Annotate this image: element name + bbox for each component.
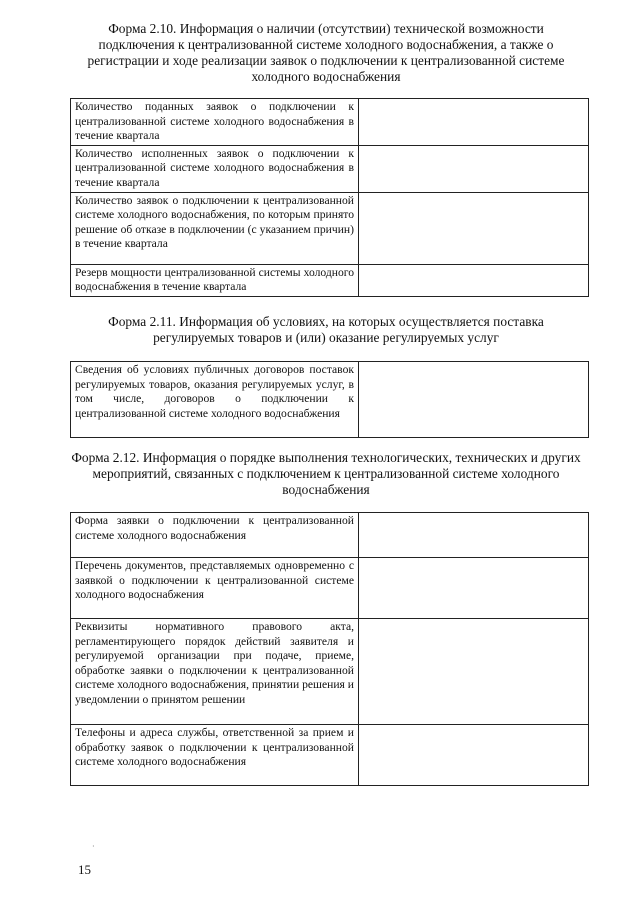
form-2-10-table <box>70 98 589 297</box>
row-value-cell[interactable] <box>359 725 589 786</box>
row-label: Резерв мощности централизованной системы холодного водоснабжения в течение квартала <box>71 264 359 296</box>
row-value-cell[interactable] <box>359 558 589 619</box>
table-row <box>71 619 589 725</box>
scan-speck-icon: · <box>92 842 95 851</box>
row-value-cell[interactable] <box>359 513 589 558</box>
row-label: Количество заявок о подключении к централизованной системе холодного водоснабжения, по которым принято решение об отказе в подключении (с указанием причин) в течение квартала <box>71 192 359 264</box>
row-value-cell[interactable] <box>359 145 589 192</box>
page-number: 15 <box>78 862 91 877</box>
form-2-10-title: Форма 2.10. Информация о наличии (отсутствии) технической возможности подключения к централизованной системе холодного водоснабжения, а также о регистрации и ходе реализации заявок о подключении к централизованной системе холодного водоснабжения <box>87 21 565 84</box>
form-2-11-table <box>70 361 589 438</box>
table-row <box>71 513 589 558</box>
row-value-cell[interactable] <box>359 362 589 438</box>
row-label: Количество поданных заявок о подключении к централизованной системе холодного водоснабжения в течение квартала <box>71 99 359 146</box>
table-row <box>71 362 589 438</box>
row-label: Сведения об условиях публичных договоров поставок регулируемых товаров, оказания регулируемых услуг, в том числе, договоров о подключении к централизованной системе холодного водоснабжения <box>71 362 359 438</box>
table-row <box>71 725 589 786</box>
row-value-cell[interactable] <box>359 264 589 296</box>
form-2-12-title: Форма 2.12. Информация о порядке выполнения технологических, технических и других мероприятий, связанных с подключением к централизованной системе холодного водоснабжения <box>71 450 581 497</box>
row-label: Реквизиты нормативного правового акта, регламентирующего порядок действий заявителя и регулируемой организации при подаче, приеме, обработке заявки о подключении к централизованной системе холодного водоснабжения, принятии решения и уведомлении о принятом решении <box>71 619 359 725</box>
row-value-cell[interactable] <box>359 192 589 264</box>
row-label: Телефоны и адреса службы, ответственной за прием и обработку заявок о подключении к централизованной системе холодного водоснабжения <box>71 725 359 786</box>
table-row <box>71 99 589 146</box>
row-value-cell[interactable] <box>359 619 589 725</box>
row-value-cell[interactable] <box>359 99 589 146</box>
row-label: Перечень документов, представляемых одновременно с заявкой о подключении к централизованной системе холодного водоснабжения <box>71 558 359 619</box>
form-2-11-title: Форма 2.11. Информация об условиях, на которых осуществляется поставка регулируемых товаров и (или) оказание регулируемых услуг <box>108 314 544 345</box>
table-row <box>71 192 589 264</box>
form-2-12-table <box>70 512 589 786</box>
row-label: Количество исполненных заявок о подключении к централизованной системе холодного водоснабжения в течение квартала <box>71 145 359 192</box>
row-label: Форма заявки о подключении к централизованной системе холодного водоснабжения <box>71 513 359 558</box>
table-row <box>71 145 589 192</box>
table-row <box>71 558 589 619</box>
table-row <box>71 264 589 296</box>
